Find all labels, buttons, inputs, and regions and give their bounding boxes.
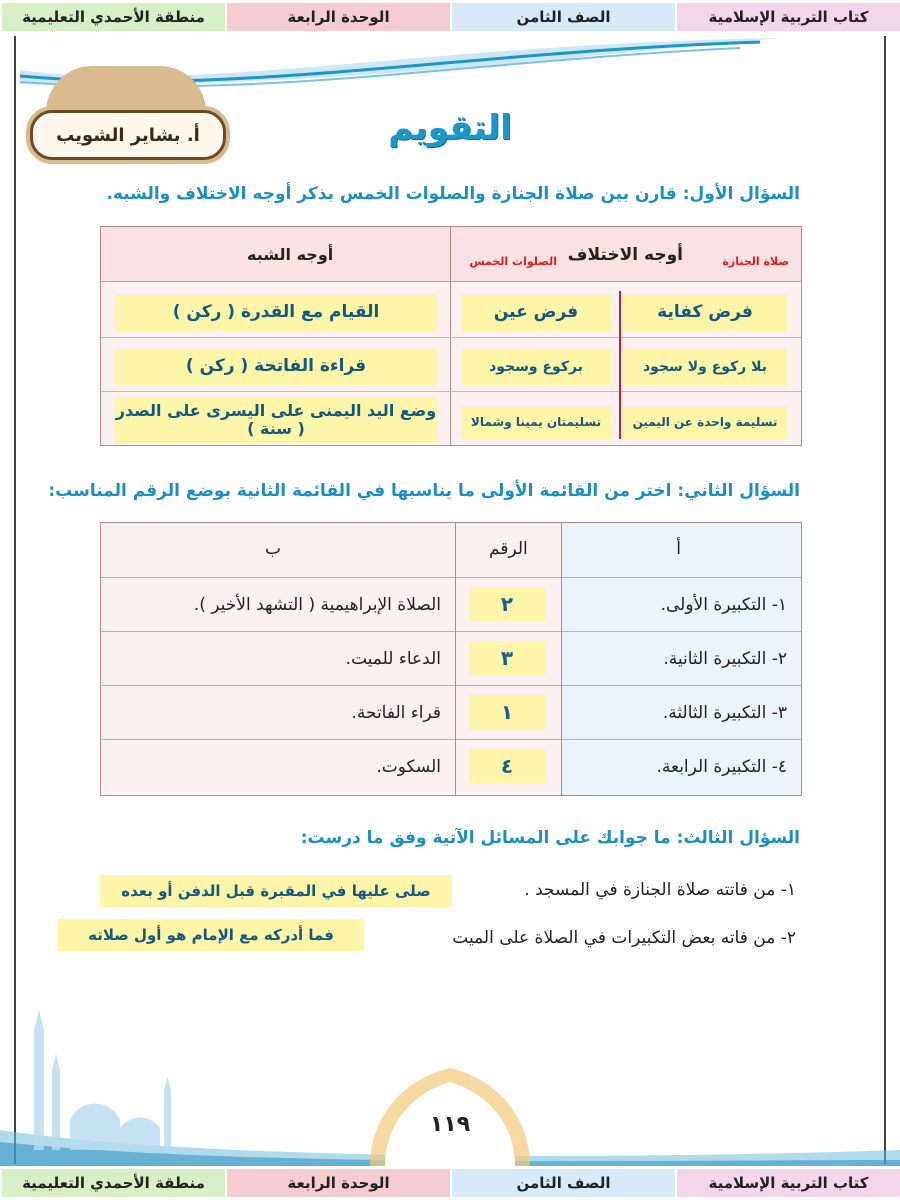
left-frame-line [14, 36, 16, 1164]
item-b: السكوت. [376, 757, 441, 777]
matching-header [101, 523, 801, 577]
header-unit: الوحدة الرابعة [227, 3, 450, 31]
comparison-table [100, 226, 802, 446]
five-prayers-cell: فرض عين [461, 295, 611, 331]
page-number: ١١٩ [429, 1112, 471, 1137]
q3-answer-1: صلى عليها في المقبرة قبل الدفن أو بعده [100, 875, 452, 907]
header-region: منطقة الأحمدي التعليمية [2, 3, 225, 31]
col-a-header: أ [676, 539, 681, 559]
item-b: قراء الفاتحة. [351, 703, 441, 723]
item-b: الدعاء للميت. [345, 649, 441, 669]
row-divider [101, 631, 801, 632]
footer-unit: الوحدة الرابعة [227, 1169, 450, 1197]
janazah-cell: تسليمة واحدة عن اليمين [623, 407, 787, 439]
five-prayers-cell: بركوع وسجود [461, 349, 611, 385]
q3-heading: السؤال الثالث: ما جوابك على المسائل الآتية وفق ما درست: [300, 828, 800, 848]
red-divider [619, 291, 621, 439]
footer-region: منطقة الأحمدي التعليمية [2, 1169, 225, 1197]
row-divider [101, 337, 801, 338]
teacher-badge: أ. بشاير الشويب [30, 110, 226, 160]
header-grade: الصف الثامن [452, 3, 675, 31]
column-divider [561, 523, 562, 795]
q2-heading: السؤال الثاني: اختر من القائمة الأولى ما يناسبها في القائمة الثانية بوضع الرقم المناسب: [48, 481, 800, 501]
footer-book: كتاب التربية الإسلامية [677, 1169, 900, 1197]
mosque-skyline-decoration [0, 1010, 900, 1166]
row-divider [101, 391, 801, 392]
number-answer: ٣ [469, 641, 545, 675]
footer-band [0, 1166, 900, 1200]
similarity-cell: قراءة الفاتحة ( ركن ) [115, 349, 437, 385]
item-a: ٣- التكبيرة الثالثة. [662, 703, 787, 723]
five-prayers-cell: تسليمتان يمينا وشمالا [461, 407, 611, 439]
q3-question-2: ٢- من فاته بعض التكبيرات في الصلاة على الميت [452, 928, 796, 948]
q3-question-1: ١- من فاتته صلاة الجنازة في المسجد . [524, 880, 796, 900]
number-answer: ٤ [469, 749, 545, 783]
q1-heading: السؤال الأول: قارن بين صلاة الجنازة والصلوات الخمس بذكر أوجه الاختلاف والشبه. [106, 184, 800, 204]
number-answer: ١ [469, 695, 545, 729]
right-frame-line [884, 36, 886, 1164]
item-a: ١- التكبيرة الأولى. [660, 595, 787, 615]
col-num-header: الرقم [489, 539, 528, 559]
janazah-cell: فرض كفاية [623, 295, 787, 331]
q3-answer-2: فما أدركه مع الإمام هو أول صلاته [58, 919, 364, 951]
similarity-cell: القيام مع القدرة ( ركن ) [115, 295, 437, 331]
col-b-header: ب [265, 539, 282, 559]
page-title: التقويم [388, 108, 512, 148]
item-a: ٤- التكبيرة الرابعة. [656, 757, 787, 777]
comparison-divider [450, 227, 451, 445]
similarity-cell: وضع اليد اليمنى على اليسرى على الصدر ( سنة ) [115, 397, 437, 443]
header-band [0, 0, 900, 34]
col-difference: أوجه الاختلاف [567, 245, 683, 265]
header-book: كتاب التربية الإسلامية [677, 3, 900, 31]
janazah-cell: بلا ركوع ولا سجود [623, 349, 787, 385]
footer-grade: الصف الثامن [452, 1169, 675, 1197]
comparison-table-header [101, 227, 801, 282]
item-b: الصلاة الإبراهيمية ( التشهد الأخير ). [193, 595, 441, 615]
column-divider [455, 523, 456, 795]
row-divider [101, 739, 801, 740]
matching-table [100, 522, 802, 796]
col-similarity: أوجه الشبه [247, 245, 334, 264]
number-answer: ٢ [469, 587, 545, 621]
item-a: ٢- التكبيرة الثانية. [663, 649, 787, 669]
label-five-prayers: الصلوات الخمس [469, 255, 557, 268]
row-divider [101, 577, 801, 578]
row-divider [101, 685, 801, 686]
label-janazah: صلاة الجنازة [722, 255, 789, 268]
